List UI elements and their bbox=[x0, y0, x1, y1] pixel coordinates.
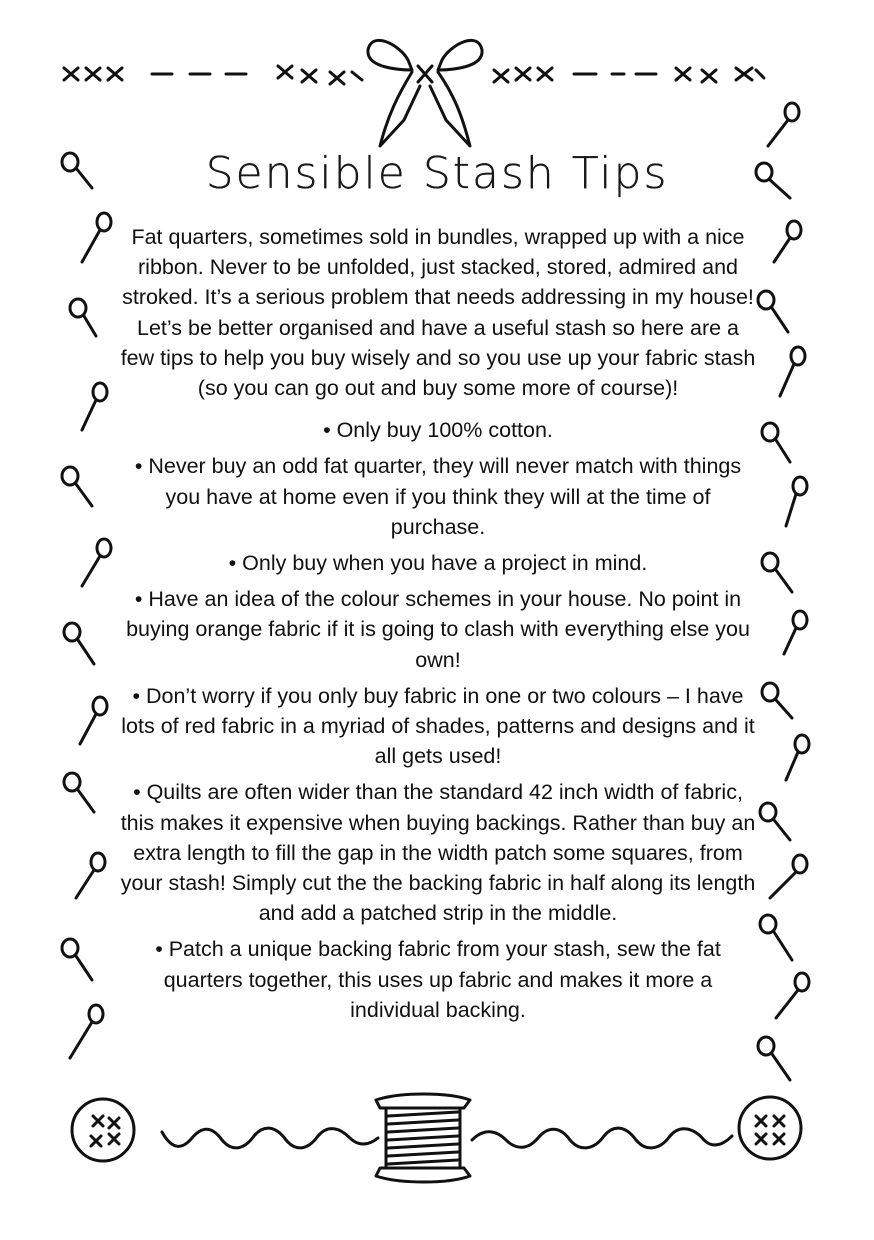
tip-item: • Don’t worry if you only buy fabric in one or two colours – I have lots of red fabric in a myriad of shades, patterns and designs and it all gets used! bbox=[121, 683, 755, 769]
tip-item: • Patch a unique backing fabric from your stash, sew the fat quarters together, this uses up fabric and makes it more a individual backing. bbox=[155, 937, 721, 1022]
tip-item: • Quilts are often wider than the standard 42 inch width of fabric, this makes it expensive when buying backings. Rather than buy an extra length to fill the gap in the width patch some squares, from your stash! Simply cut the the backing fabric in half along its length and add a patched strip in the middle. bbox=[120, 780, 756, 926]
top-left-stitch-border bbox=[64, 66, 362, 84]
thread-spool-icon bbox=[376, 1094, 470, 1182]
left-button-icon bbox=[72, 1099, 134, 1161]
top-right-stitch-border bbox=[494, 68, 764, 82]
tip-item: • Have an idea of the colour schemes in your house. No point in buying orange fabric if it is going to clash with everything else you own! bbox=[126, 587, 750, 672]
tip-item: • Only buy 100% cotton. bbox=[323, 418, 553, 443]
scissors-icon bbox=[368, 40, 482, 146]
left-pin-border bbox=[62, 153, 111, 1058]
right-pin-border bbox=[756, 103, 809, 1080]
tip-item: • Never buy an odd fat quarter, they will never match with things you have at home even if you think they will at the time of purchase. bbox=[134, 454, 742, 539]
left-wavy-thread bbox=[162, 1128, 378, 1148]
tips-content bbox=[118, 222, 758, 1031]
tip-item: • Only buy when you have a project in mind. bbox=[228, 551, 648, 576]
right-wavy-thread bbox=[472, 1128, 732, 1148]
right-button-icon bbox=[739, 1097, 801, 1159]
page-title: Sensible Stash Tips bbox=[205, 148, 669, 199]
intro-paragraph: Fat quarters, sometimes sold in bundles, wrapped up with a nice ribbon. Never to be unfolded, just stacked, stored, admired and stroked. It’s a serious problem that needs addressing in my house! Let’s be better organised and have a useful stash so here are a few tips to help you buy wisely and so you use up your fabric stash (so you can go out and buy some more of course)! bbox=[120, 225, 756, 401]
